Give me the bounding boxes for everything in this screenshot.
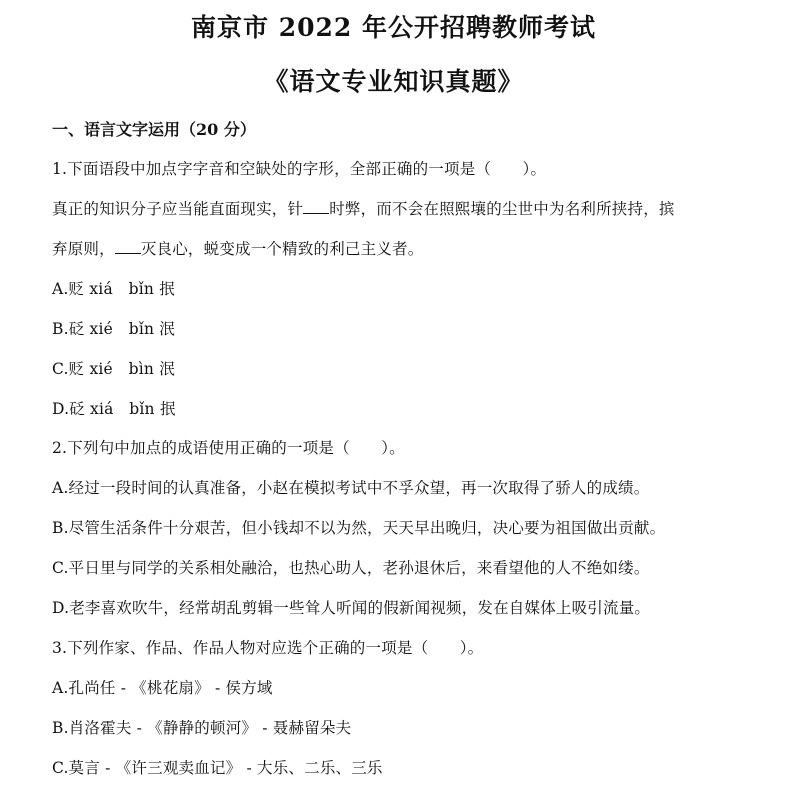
question-2-option-b: B.尽管生活条件十分艰苦，但小钱却不以为然，天天早出晚归，决心要为祖国做出贡献。 (52, 519, 666, 537)
question-3-stem: 3.下列作家、作品、作品人物对应选个正确的一项是（ ）。 (52, 639, 484, 657)
passage-text: 时弊，而不会在照熙壤的尘世中为名利所挟持，摈 (329, 200, 675, 218)
question-3-option-a: A.孔尚任 - 《桃花扇》 - 侯方域 (52, 679, 273, 697)
question-1-stem: 1.下面语段中加点字字音和空缺处的字形，全部正确的一项是（ ）。 (52, 160, 547, 178)
question-2-option-d: D.老李喜欢吹牛，经常胡乱剪辑一些耸人听闻的假新闻视频，发在自媒体上吸引流量。 (52, 599, 651, 617)
question-2-option-c: C.平日里与同学的关系相处融洽，也热心助人，老孙退休后，来看望他的人不绝如缕。 (52, 559, 650, 577)
question-1-passage-line-1 (52, 197, 675, 219)
fill-blank (115, 239, 141, 254)
question-1-option-c: C.贬 xié bìn 泯 (52, 360, 175, 378)
passage-text: 真正的知识分子应当能直面现实，针 (52, 200, 304, 218)
fill-blank (303, 199, 329, 214)
section-heading: 一、语言文字运用（20 分） (52, 120, 256, 139)
question-3-option-c: C.莫言 - 《许三观卖血记》 - 大乐、二乐、三乐 (52, 759, 383, 777)
exam-subtitle: 《语文专业知识真题》 (263, 67, 524, 96)
question-1-option-d: D.砭 xiá bǐn 抿 (52, 400, 176, 418)
question-2-stem: 2.下列句中加点的成语使用正确的一项是（ ）。 (52, 439, 405, 457)
question-1-passage-line-2 (52, 237, 423, 259)
exam-title: 南京市 2022 年公开招聘教师考试 (191, 13, 596, 42)
question-1-option-a: A.贬 xiá bǐn 抿 (52, 280, 175, 298)
passage-text: 弃原则， (52, 240, 115, 258)
question-1-option-b: B.砭 xié bǐn 泯 (52, 320, 176, 338)
question-3-option-b: B.肖洛霍夫 - 《静静的顿河》 - 聂赫留朵夫 (52, 719, 352, 737)
passage-text: 灭良心，蜕变成一个精致的利己主义者。 (140, 240, 424, 258)
question-2-option-a: A.经过一段时间的认真准备，小赵在模拟考试中不孚众望，再一次取得了骄人的成绩。 (52, 479, 650, 497)
